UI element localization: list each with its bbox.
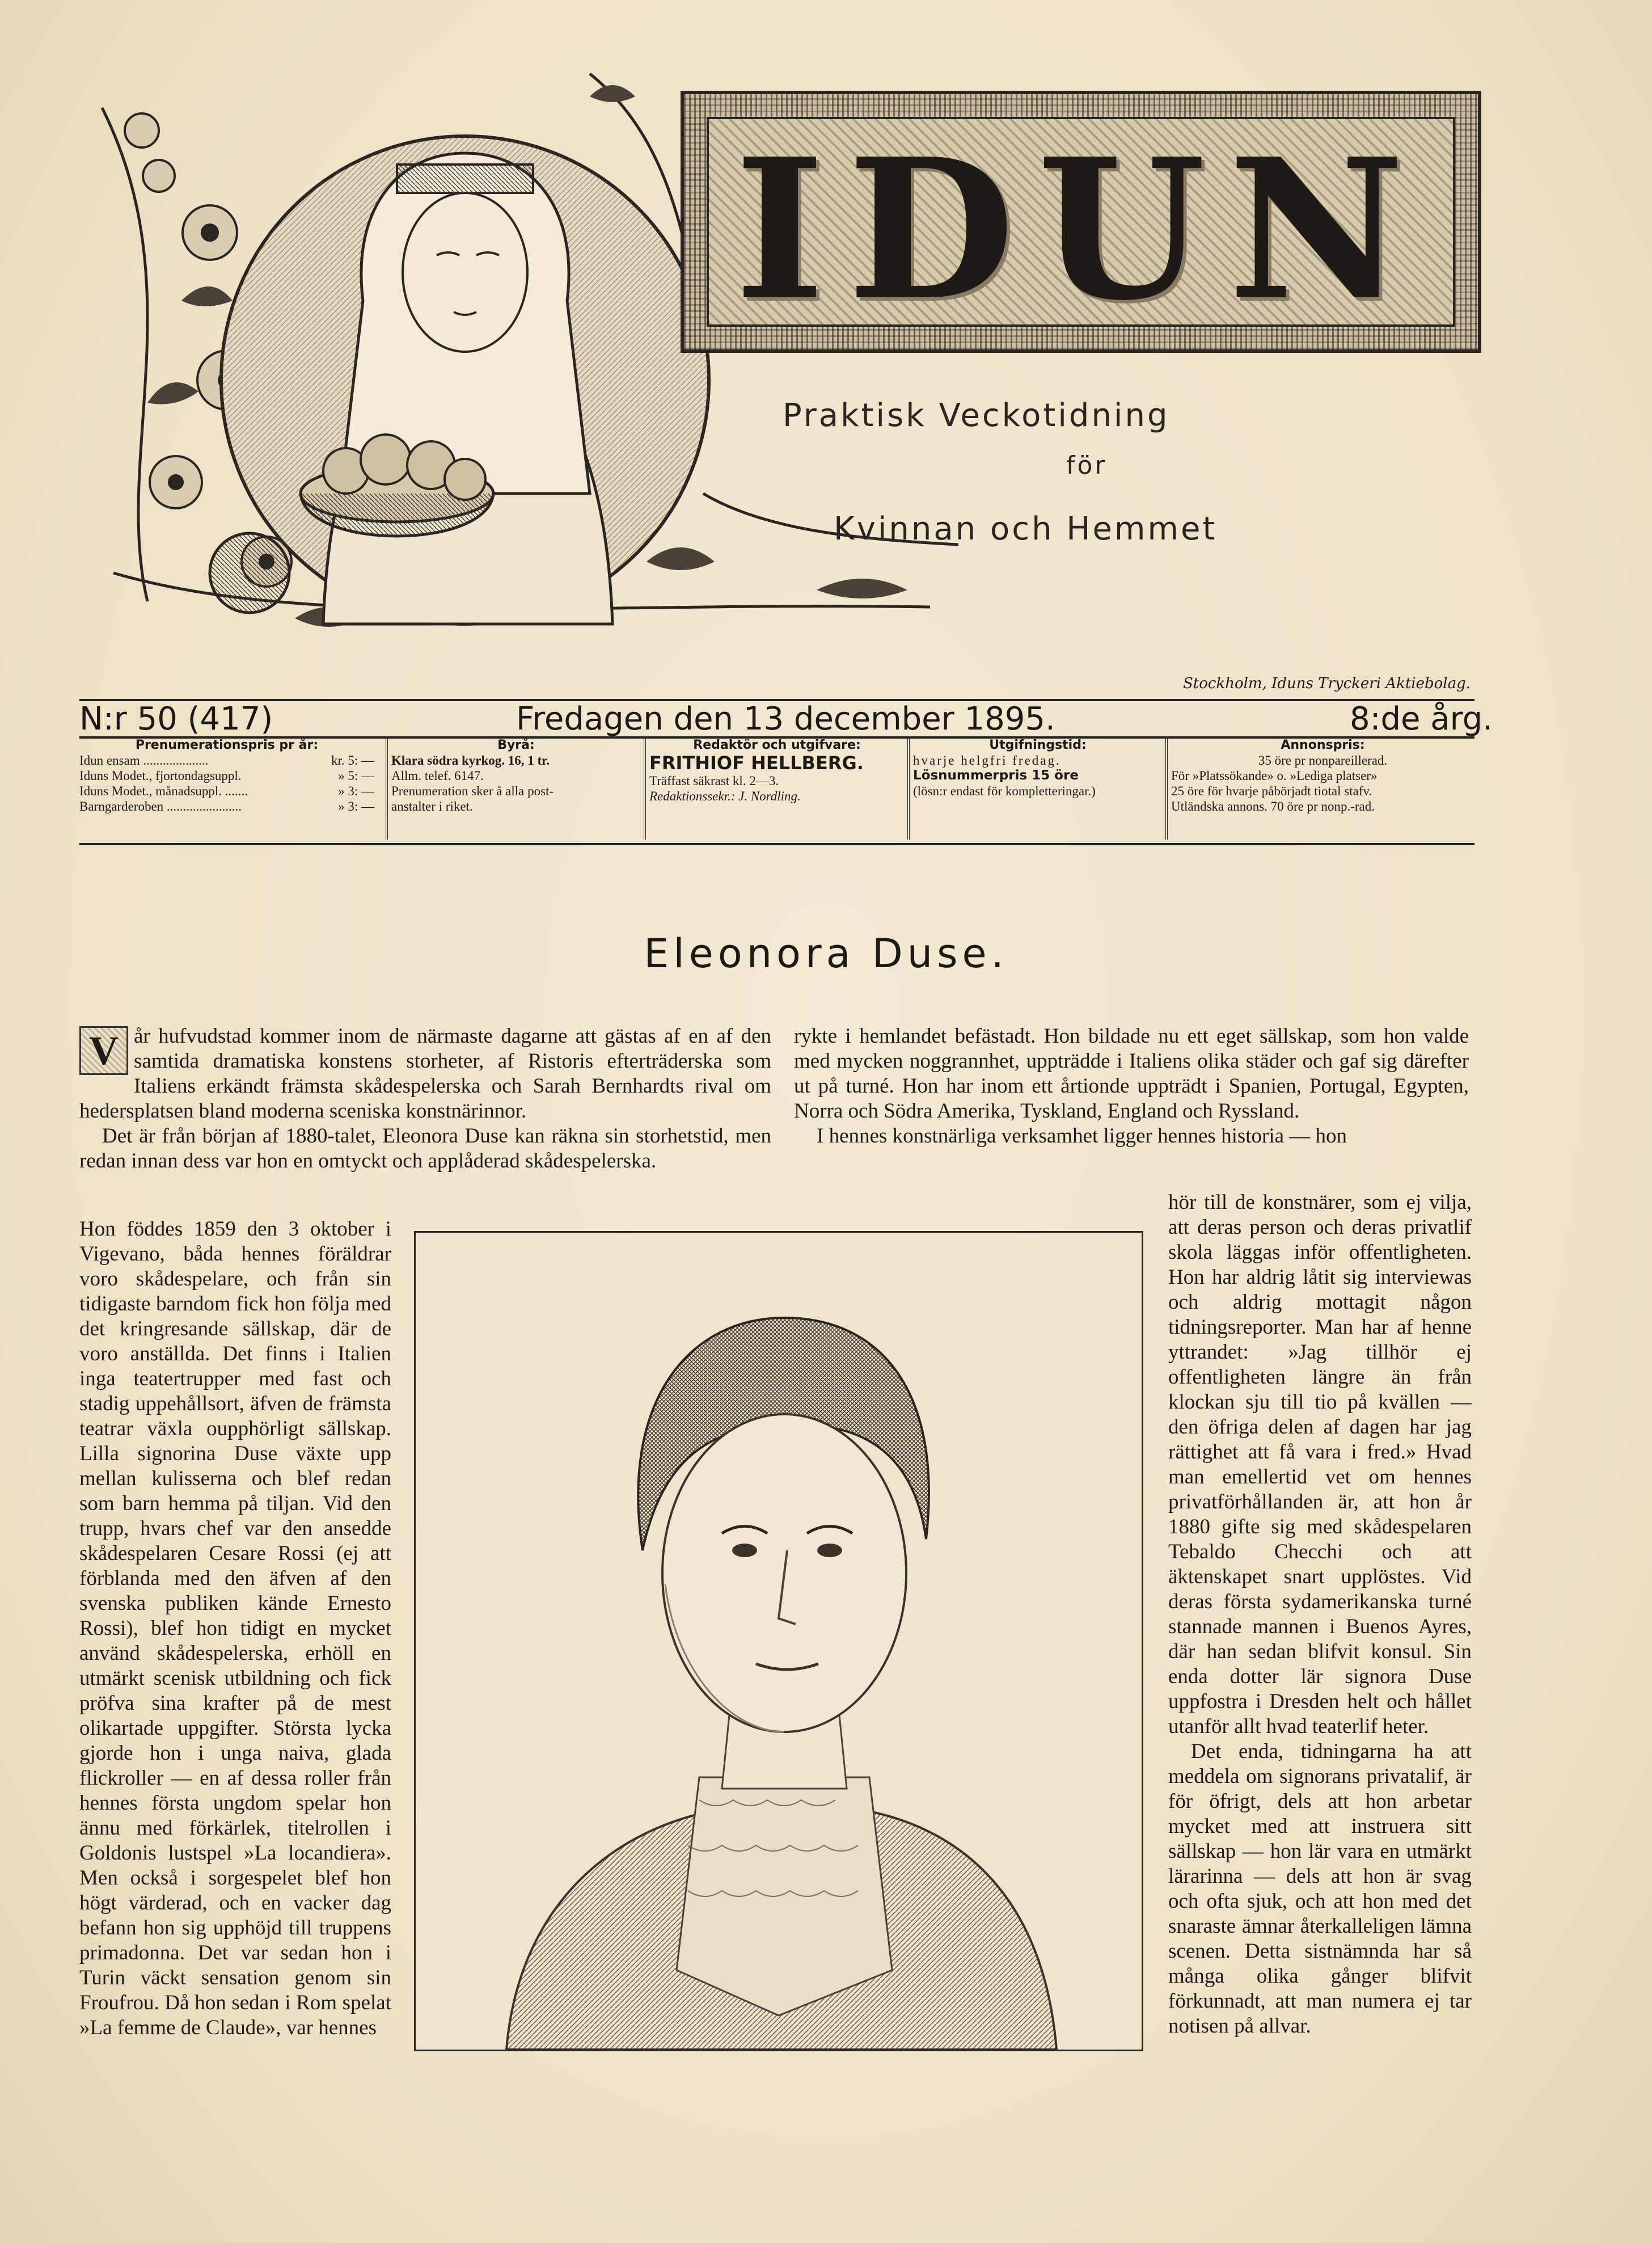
masthead-title: IDUN: [734, 117, 1427, 343]
publishing-box: Utgifningstid: hvarje helgfri fredag. Lösnummerpris 15 öre (lösn:r endast för kompletteringar.): [913, 738, 1096, 798]
masthead-subtitle-line2: för: [1066, 451, 1108, 480]
subscription-box: Prenumerationspris pr år: Idun ensam .................... kr. 5: — Iduns Modet., fjortondagsuppl. » 5: — Iduns Modet., månadsuppl. ....... » 3: — Barngarderoben ....................... » 3: —: [79, 738, 374, 813]
issue-year: 8:de årg.: [1350, 701, 1493, 737]
masthead-title-panel: [681, 91, 1481, 353]
info-bottom-rule: [79, 843, 1474, 845]
portrait-eleonora-duse: [414, 1231, 1143, 2051]
editor-box: Redaktör och utgifvare: FRITHIOF HELLBERG. Träffast säkrast kl. 2—3. Redaktionssekr.: J. Nordling.: [649, 738, 864, 803]
masthead-subtitle-line3: Kvinnan och Hemmet: [834, 511, 1218, 547]
issue-date: Fredagen den 13 december 1895.: [516, 701, 1055, 737]
printer-credit: Stockholm, Iduns Tryckeri Aktiebolag.: [1182, 675, 1471, 692]
article-right-top: rykte i hemlandet befästadt. Hon bildade nu ett eget sällskap, som hon valde med mycken noggrannhet, uppträdde i Italiens olika städer och gaf sig därefter ut på turné. Hon har inom ett årtionde uppträdt i Spanien, Portugal, Egypten, Norra och Södra Amerika, Tyskland, England och Ryssland. I hennes konstnärliga verksamhet ligger hennes historia — hon: [794, 1024, 1469, 1148]
office-box: Byrå: Klara södra kyrkog. 16, 1 tr. Allm. telef. 6147. Prenumeration sker å alla post- anstalter i riket.: [391, 738, 554, 813]
article-right-column: hör till de konstnärer, som ej vilja, att deras person och deras privatlif skola läggas inför offentligheten. Hon har aldrig låtit sig interviewas och aldrig mottagit någon tidningsreporter. Man har af henne yttrandet: »Jag tillhör ej offentligheten längre än från klockan sju till tio på kvällen — den öfriga delen af dagen har jag rättighet att få vara i fred.» Hvad man emellertid vet om hennes privatförhållanden är, att hon år 1880 gifte sig med skådespelaren Tebaldo Checchi och att äktenskapet snart upplöstes. Vid deras första sydamerikanska turné stannade mannen i Buenos Ayres, där han sedan blifvit konsul. Sin enda dotter lär signora Duse uppfostra i Dresden helt och hållet utanför allt hvad teaterlif heter. Det enda, tidningarna ha att meddela om signorans privatalif, är för öfrigt, dels att hon arbetar mycket med att instruera sitt sällskap — hon lär vara en utmärkt lärarinna — dels att hon är svag och ofta sjuk, och att hon med det snaraste ämnar återkalleligen lämna scenen. Detta sistnämnda har så många olika gånger blifvit förkunnadt, att man numera ej tar notisen på allvar.: [1168, 1191, 1472, 2038]
info-divider: [644, 737, 646, 840]
issue-number: N:r 50 (417): [79, 701, 273, 737]
info-divider: [386, 737, 388, 840]
ads-box: Annonspris: 35 öre pr nonpareillerad. För »Platssökande» o. »Lediga platser» 25 öre för hvarje påbörjadt tiotal stafv. Utländska annons. 70 öre pr nonp.-rad.: [1171, 738, 1388, 813]
info-divider: [1165, 737, 1168, 840]
article-left-column: Hon föddes 1859 den 3 oktober i Vigevano, båda hennes föräldrar voro skådespelare, och från sin tidigaste barndom fick hon följa med det kringresande sällskap, där de voro anställda. Det finns i Italien inga teatertrupper med fast och stadig uppehållsort, äfven de främsta teatrar växla oupphörligt sällskap. Lilla signorina Duse växte upp mellan kulisserna och blef redan som barn hemma på tiljan. Vid den trupp, hvars chef var den ansedde skådespelaren Cesare Rossi (ej att förblanda med den äfven af den svenska publiken kände Ernesto Rossi), blef hon tidigt en mycket använd skådespelerska, erhöll en utmärkt scenisk utbildning och fick pröfva sina krafter på de mest olikartade uppgifter. Största lycka gjorde hon i unga naiva, glada flickroller — en af dessa roller från hennes första ungdom spelar hon ännu med förkärlek, titelrollen i Goldonis lustspel »La locandiera». Men också i sorgespelet blef hon högt värderad, och en vacker dag befann hon sig upphöjd till truppens primadonna. Det var sedan hon i Turin väckt sensation genom sin Froufrou. Då hon sedan i Rom spelat »La femme de Claude», var hennes: [79, 1217, 391, 2039]
portrait-engraving: [416, 1233, 1142, 2050]
dropcap-letter: V: [79, 1026, 128, 1075]
masthead-subtitle-line1: Praktisk Veckotidning: [783, 397, 1170, 434]
info-divider: [907, 737, 910, 840]
article-title: Eleonora Duse.: [644, 930, 1008, 977]
article-intro: V år hufvudstad kommer inom de närmaste dagarne att gästas af en af den samtida dramatiska konstens storheter, af Ristoris efterträderska som Italiens erkändt främsta skådespelerska och Sarah Bernhardts rival om hedersplatsen bland moderna sceniska konstnärinnor. Det är från början af 1880-talet, Eleonora Duse kan räkna sin storhetstid, men redan innan dess var hon en omtyckt och applåderad skådespelerska.: [79, 1024, 771, 1173]
